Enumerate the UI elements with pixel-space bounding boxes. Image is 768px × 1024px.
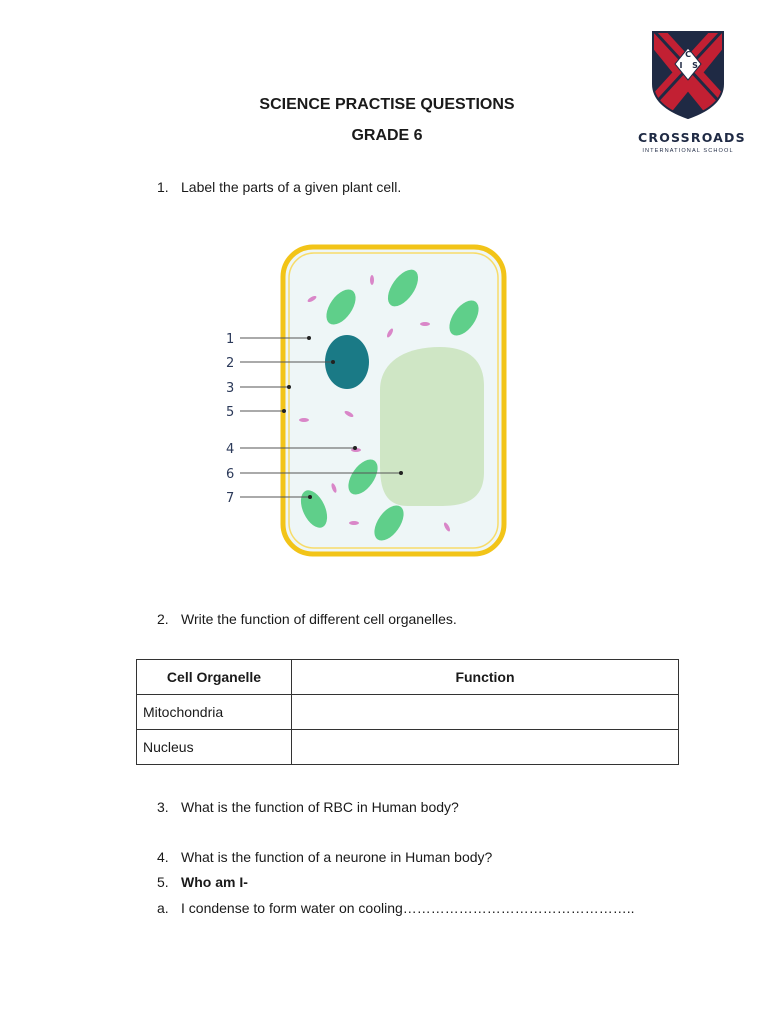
question-1-number: 1. (157, 179, 169, 195)
label-number-3: 3 (226, 381, 235, 396)
mitochondrion (370, 275, 374, 285)
question-1 (157, 179, 401, 195)
question-5a-text: I condense to form water on cooling………………………………………….. (181, 900, 635, 916)
column-header-organelle: Cell Organelle (137, 660, 292, 695)
logo-name: CROSSROADS (638, 130, 746, 145)
question-4-text: What is the function of a neurone in Human body? (181, 849, 493, 865)
mitochondrion (420, 322, 430, 326)
question-3-number: 3. (157, 799, 169, 815)
question-1-text: Label the parts of a given plant cell. (181, 179, 402, 195)
vacuole (380, 347, 484, 506)
mitochondrion (349, 521, 359, 525)
organelle-table (136, 659, 679, 765)
plant-cell-diagram (218, 240, 510, 562)
question-5 (157, 874, 248, 890)
function-answer-cell[interactable] (292, 730, 679, 765)
label-number-7: 7 (226, 491, 235, 506)
question-3 (157, 799, 459, 815)
label-number-2: 2 (226, 356, 235, 371)
question-2 (157, 611, 457, 627)
logo-letter-i: I (679, 61, 683, 70)
organelle-cell: Mitochondria (137, 695, 292, 730)
logo-subtitle: INTERNATIONAL SCHOOL (642, 148, 734, 154)
label-number-6: 6 (226, 467, 235, 482)
question-2-text: Write the function of different cell organelles. (181, 611, 457, 627)
table-header-row (137, 660, 679, 695)
label-number-5: 5 (226, 405, 235, 420)
question-3-text: What is the function of RBC in Human body? (181, 799, 459, 815)
question-5a (157, 900, 635, 916)
question-4 (157, 849, 492, 865)
table-row (137, 695, 679, 730)
question-4-number: 4. (157, 849, 169, 865)
table-row (137, 730, 679, 765)
column-header-function: Function (292, 660, 679, 695)
mitochondrion (299, 418, 309, 422)
page-title: SCIENCE PRACTISE QUESTIONS (259, 96, 515, 113)
question-5-text: Who am I- (181, 874, 248, 890)
logo-letter-s: S (692, 61, 698, 70)
grade-title: GRADE 6 (351, 127, 423, 144)
question-5-number: 5. (157, 874, 169, 890)
function-answer-cell[interactable] (292, 695, 679, 730)
question-5a-letter: a. (157, 900, 169, 916)
question-2-number: 2. (157, 611, 169, 627)
organelle-cell: Nucleus (137, 730, 292, 765)
label-number-4: 4 (226, 442, 235, 457)
label-number-1: 1 (226, 332, 235, 347)
logo-letter-c: C (685, 50, 691, 59)
